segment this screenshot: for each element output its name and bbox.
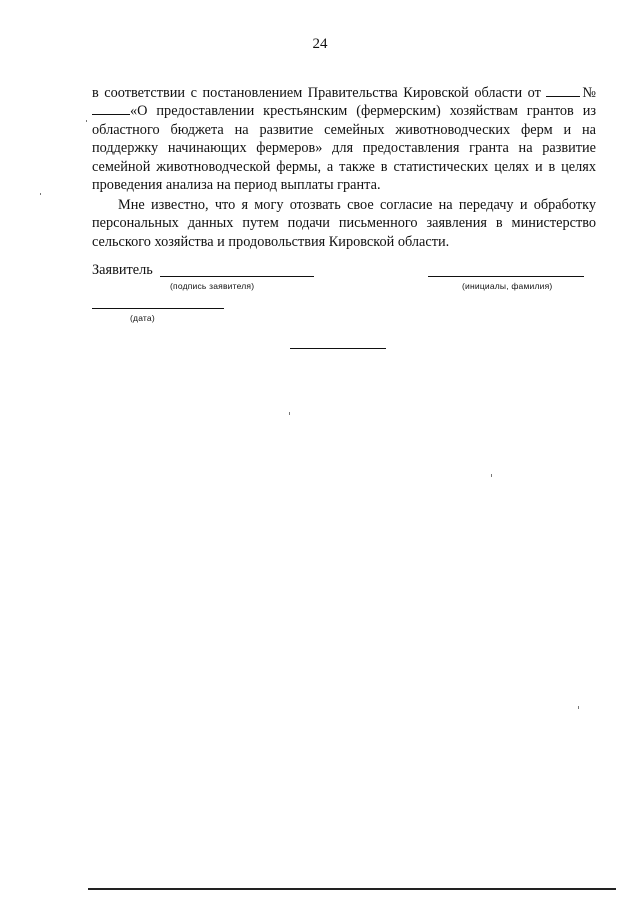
scan-speck: [289, 412, 290, 415]
signature-line: [160, 276, 314, 277]
scan-speck: [578, 706, 579, 709]
page-number: 24: [312, 36, 328, 52]
paragraph-1-intro: в соответствии с постановлением Правительства Кировской области от: [92, 85, 547, 101]
number-sign: №: [580, 85, 596, 101]
scan-speck: [86, 120, 87, 122]
signature-caption: (подпись заявителя): [170, 281, 255, 291]
withdrawal-notice: Мне известно, что я могу отозвать свое согласие на передачу и обработку персональных данных путем подачи письменного заявления в министерство сельского хозяйства и продовольствия Кировской области.: [92, 197, 596, 250]
scan-speck: [40, 193, 41, 195]
consent-paragraph-1: [92, 84, 596, 194]
scan-speck: [491, 474, 492, 477]
applicant-label: Заявитель: [92, 262, 153, 278]
paragraph-1-body: «О предоставлении крестьянским (фермерским) хозяйствам грантов из областного бюджета на развитие семейных животноводческих ферм и на поддержку начинающих фермеров» для предоставления гранта на развитие семейной животноводческой фермы, а также в статистических целях и в целях проведения анализа на период выплаты гранта.: [92, 103, 596, 194]
date-line: [92, 308, 224, 309]
decree-number-blank: [92, 102, 130, 115]
date-caption: (дата): [130, 313, 155, 323]
decree-date-blank: [546, 84, 580, 97]
footer-rule: [88, 888, 616, 890]
consent-paragraph-2: [92, 196, 596, 251]
name-line: [428, 276, 584, 277]
name-caption: (инициалы, фамилия): [462, 281, 553, 291]
section-divider: [290, 348, 386, 349]
